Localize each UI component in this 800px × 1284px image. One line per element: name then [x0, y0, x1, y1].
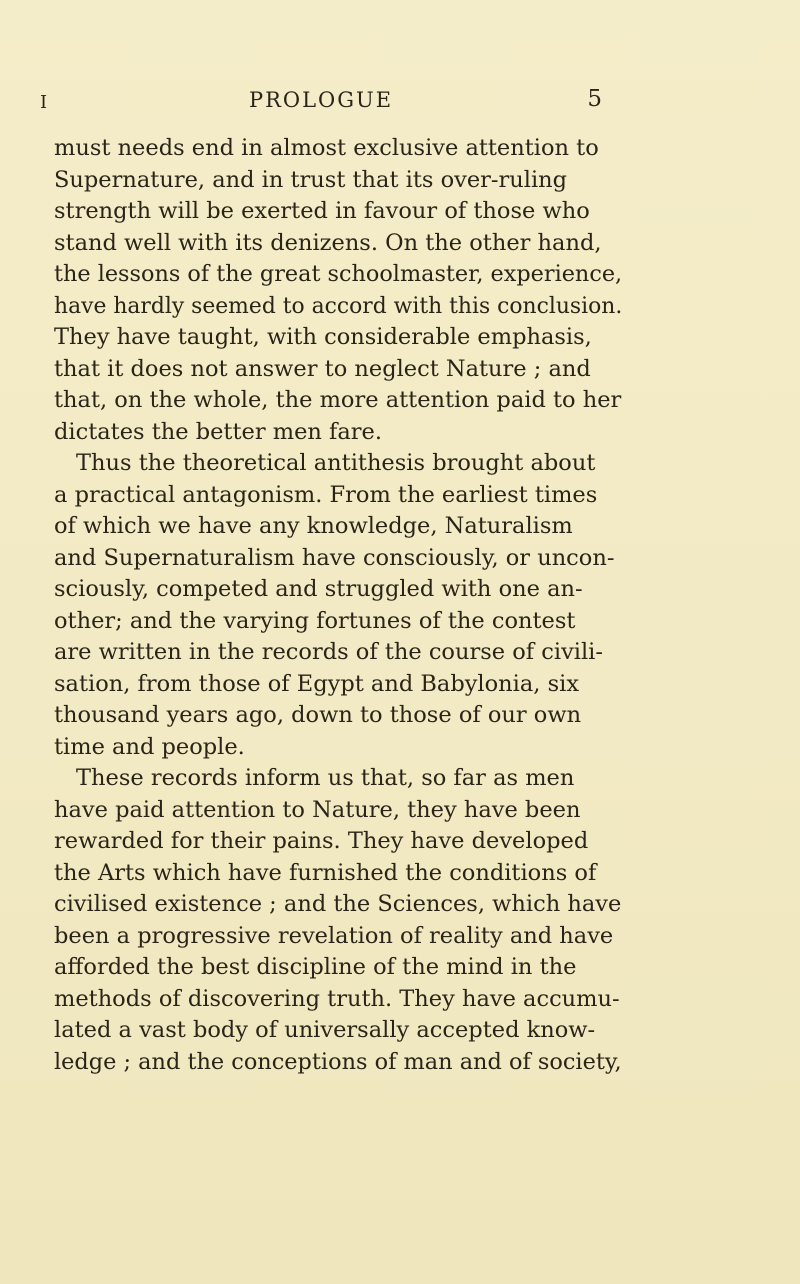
text-line: civilised existence ; and the Sciences, which have: [54, 891, 622, 917]
text-line: rewarded for their pains. They have developed: [54, 828, 589, 854]
text-line: thousand years ago, down to those of our own: [54, 702, 582, 728]
running-title: PROLOGUE: [248, 88, 394, 112]
text-line: ledge ; and the conceptions of man and of society,: [54, 1048, 622, 1075]
text-line: afforded the best discipline of the mind in the: [54, 954, 577, 980]
text-line: that, on the whole, the more attention paid to her: [54, 387, 622, 413]
text-line: These records inform us that, so far as men: [76, 765, 575, 791]
text-line: other; and the varying fortunes of the contest: [54, 607, 576, 634]
text-line: have paid attention to Nature, they have been: [54, 796, 581, 823]
paragraph-1: [54, 133, 622, 448]
text-line: Thus the theoretical antithesis brought about: [76, 450, 596, 476]
text-line: Supernature, and in trust that its over-ruling: [54, 166, 568, 193]
text-line: must needs end in almost exclusive attention to: [54, 135, 599, 161]
text-line: of which we have any knowledge, Naturalism: [54, 513, 573, 539]
paragraph-2: [54, 448, 622, 763]
text-line: time and people.: [54, 733, 245, 760]
text-line: dictates the better men fare.: [54, 418, 382, 445]
section-number: I: [40, 92, 49, 113]
running-header: [40, 88, 602, 118]
text-line: been a progressive revelation of reality and have: [54, 922, 614, 949]
text-line: the Arts which have furnished the conditions of: [54, 859, 597, 886]
text-line: are written in the records of the course of civili-: [54, 639, 603, 665]
text-line: lated a vast body of universally accepted know-: [54, 1017, 596, 1043]
text-line: strength will be exerted in favour of those who: [54, 198, 590, 224]
text-line: that it does not answer to neglect Nature ; and: [54, 355, 591, 382]
text-line: the lessons of the great schoolmaster, experience,: [54, 261, 623, 287]
text-line: and Supernaturalism have consciously, or uncon-: [54, 544, 615, 571]
text-line: sation, from those of Egypt and Babylonia, six: [54, 670, 580, 697]
body-text: [54, 133, 622, 1078]
text-line: methods of discovering truth. They have accumu-: [54, 985, 620, 1012]
text-line: sciously, competed and struggled with one an-: [54, 576, 583, 602]
text-line: a practical antagonism. From the earliest times: [54, 481, 598, 508]
text-line: have hardly seemed to accord with this conclusion.: [54, 292, 623, 319]
text-line: stand well with its denizens. On the other hand,: [54, 229, 602, 256]
page-number: 5: [587, 86, 602, 112]
text-line: They have taught, with considerable emphasis,: [54, 324, 592, 350]
paragraph-3: [54, 763, 622, 1078]
